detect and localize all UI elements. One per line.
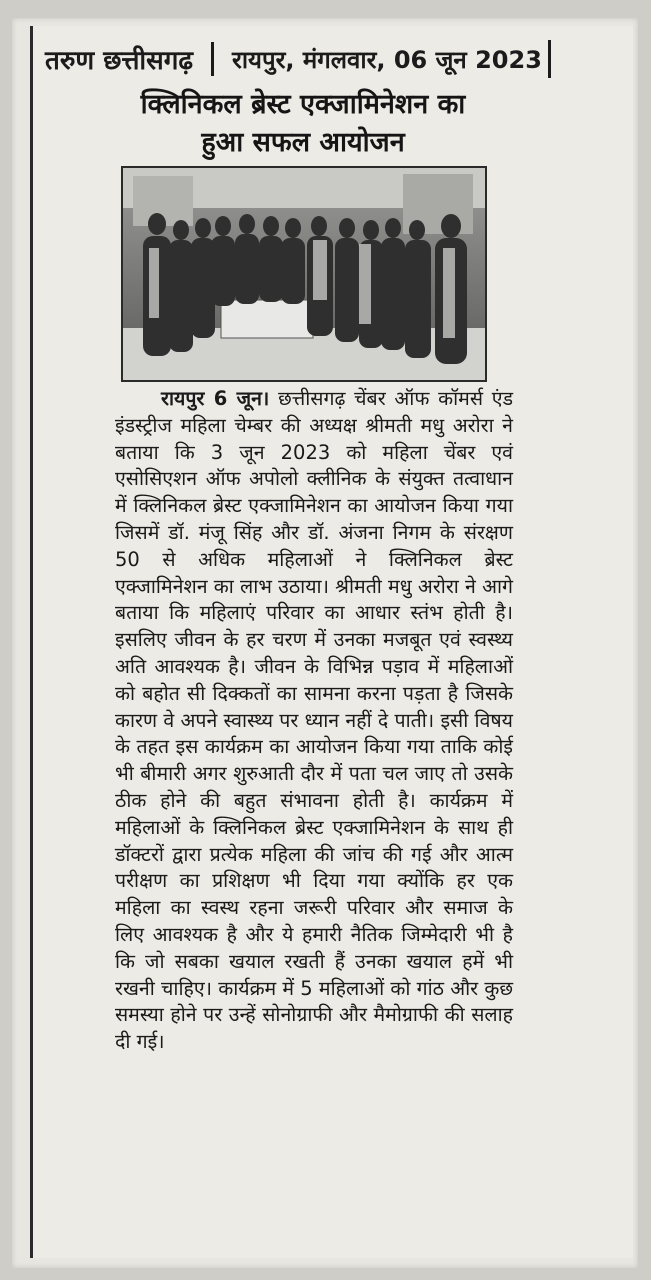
newspaper-page xyxy=(12,18,638,1268)
masthead-end-rule xyxy=(548,40,551,78)
headline-line-2: हुआ सफल आयोजन xyxy=(201,127,405,158)
article-body xyxy=(115,386,513,1056)
event-photo xyxy=(121,166,487,382)
masthead-divider xyxy=(211,42,214,76)
masthead xyxy=(33,34,633,84)
group-photo-illustration xyxy=(123,168,485,380)
newspaper-name: तरुण छत्तीसगढ़ xyxy=(45,46,193,76)
article-lead: रायपुर 6 जून। xyxy=(161,387,270,410)
article-text: छत्तीसगढ़ चेंबर ऑफ कॉमर्स एंड इंडस्ट्रीज महिला चेम्बर की अध्यक्ष श्रीमती मधु अरोरा ने बताया कि 3 जून 2023 को महिला चेंबर एवं एसोसिएशन ऑफ अपोलो क्लीनिक के संयुक्त तत्वाधान में क्लिनिकल ब्रेस्ट एक्जामिनेशन का आयोजन किया गया जिसमें डॉ. मंजू सिंह और डॉ. अंजना निगम के संरक्षण 50 से अधिक महिलाओं ने क्लिनिकल ब्रेस्ट एक्जामिनेशन का लाभ उठाया। श्रीमती मधु अरोरा ने आगे बताया कि महिलाएं परिवार का आधार स्तंभ होती है। इसलिए जीवन के हर चरण में उनका मजबूत एवं स्वस्थ्य अति आवश्यक है। जीवन के विभिन्न पड़ाव में महिलाओं को बहोत सी दिक्कतों का सामना करना पड़ता है जिसके कारण वे अपने स्वास्थ्य पर ध्यान नहीं दे पाती। इसी विषय के तहत इस कार्यक्रम का आयोजन किया गया ताकि कोई भी बीमारी अगर शुरुआती दौर में पता चल जाए तो उसके ठीक होने की बहुत संभावना होती है। कार्यक्रम में महिलाओं के क्लिनिकल ब्रेस्ट एक्जामिनेशन के साथ ही डॉक्टरों द्वारा प्रत्येक महिला की जांच की गई और आत्म परीक्षण का प्रशिक्षण भी दिया गया क्योंकि हर एक महिला का स्वस्थ रहना जरूरी परिवार और समाज के लिए आवश्यक है और ये हमारी नैतिक जिम्मेदारी भी है कि जो सबका खयाल रखती हैं उनका खयाल हमें भी रखनी चाहिए। कार्यक्रम में 5 महिलाओं को गांठ और कुछ समस्या होने पर उन्हें सोनोग्राफी और मैमोग्राफी की सलाह दी गई। xyxy=(115,387,513,1054)
news-clipping xyxy=(30,26,633,1258)
headline xyxy=(93,86,513,162)
headline-line-1: क्लिनिकल ब्रेस्ट एक्जामिनेशन का xyxy=(140,89,466,120)
dateline: रायपुर, मंगलवार, 06 जून 2023 xyxy=(232,45,542,74)
